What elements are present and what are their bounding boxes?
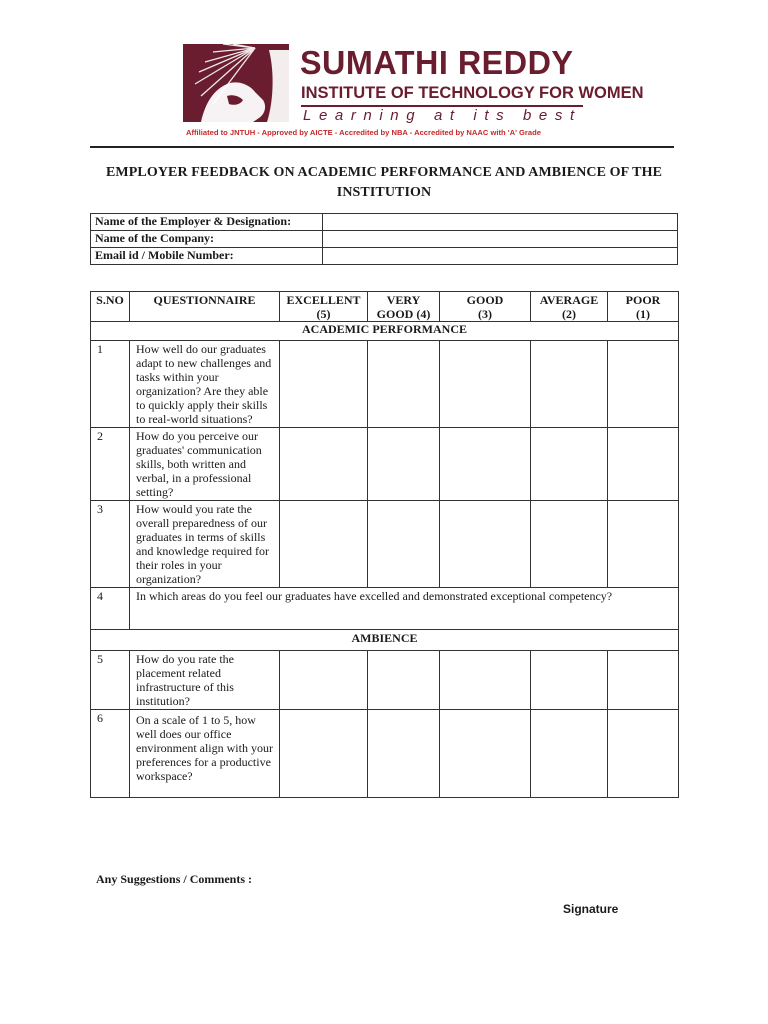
section-row-ambience <box>91 630 679 651</box>
header-poor <box>608 292 679 322</box>
header-good <box>440 292 531 322</box>
questionnaire-table <box>90 291 679 798</box>
rating-cell-average[interactable] <box>531 710 608 798</box>
header-very-good <box>368 292 440 322</box>
question-line: well does our office <box>136 727 232 741</box>
header-line: (1) <box>636 307 650 321</box>
question-text <box>130 501 280 588</box>
info-row-company <box>91 231 678 248</box>
question-line: to real-world situations? <box>136 412 253 426</box>
question-line: institution? <box>136 694 190 708</box>
question-text <box>130 428 280 501</box>
table-row <box>91 428 679 501</box>
rating-cell-very-good[interactable] <box>368 341 440 428</box>
question-line: adapt to new challenges and <box>136 356 272 370</box>
signature-label: Signature <box>563 902 619 916</box>
header-line: GOOD <box>466 293 504 307</box>
rating-cell-excellent[interactable] <box>280 341 368 428</box>
header-line: (5) <box>316 307 331 321</box>
question-line: graduates in terms of skills <box>136 530 266 544</box>
question-line: workspace? <box>136 769 193 783</box>
affiliation-line: Affiliated to JNTUH - Approved by AICTE - Accredited by NBA - Accredited by NAAC with 'A' Grade <box>186 128 541 137</box>
question-line: In which areas do you feel our graduates have excelled and demonstrated exceptional competency? <box>136 589 613 603</box>
question-line: preferences for a productive <box>136 755 271 769</box>
question-number: 2 <box>91 428 130 501</box>
question-line: organization? <box>136 572 202 586</box>
question-number: 6 <box>91 710 130 798</box>
question-text <box>130 710 280 798</box>
header-average <box>531 292 608 322</box>
rating-cell-poor[interactable] <box>608 651 679 710</box>
document-title <box>90 163 678 203</box>
rating-cell-excellent[interactable] <box>280 501 368 588</box>
question-number: 3 <box>91 501 130 588</box>
question-line: environment align with your <box>136 741 273 755</box>
header-line: POOR <box>625 293 661 307</box>
section-title: ACADEMIC PERFORMANCE <box>91 322 679 341</box>
header-line: GOOD (4) <box>376 307 431 321</box>
header-divider <box>90 146 674 148</box>
section-row-academic <box>91 322 679 341</box>
info-label: Email id / Mobile Number: <box>91 248 323 265</box>
question-line: skills, both written and <box>136 457 246 471</box>
question-line: How do you rate the <box>136 652 234 666</box>
title-line-2: INSTITUTION <box>336 185 432 200</box>
rating-cell-average[interactable] <box>531 651 608 710</box>
rating-cell-poor[interactable] <box>608 501 679 588</box>
table-row <box>91 341 679 428</box>
header-line: AVERAGE <box>539 293 599 307</box>
header-line: EXCELLENT <box>286 293 361 307</box>
question-line: How well do our graduates <box>136 342 266 356</box>
question-line: verbal, in a professional <box>136 471 252 485</box>
rating-cell-good[interactable] <box>440 428 531 501</box>
company-name-field[interactable] <box>322 231 677 248</box>
rating-cell-poor[interactable] <box>608 341 679 428</box>
question-line: How do you perceive our <box>136 429 258 443</box>
rating-cell-good[interactable] <box>440 710 531 798</box>
rating-cell-very-good[interactable] <box>368 428 440 501</box>
rating-cell-good[interactable] <box>440 651 531 710</box>
rating-cell-good[interactable] <box>440 341 531 428</box>
question-line: tasks within your <box>136 370 219 384</box>
header-sno: S.NO <box>91 292 130 322</box>
question-text <box>130 341 280 428</box>
table-header-row <box>91 292 679 322</box>
rating-cell-average[interactable] <box>531 341 608 428</box>
header-excellent <box>280 292 368 322</box>
question-line: and knowledge required for <box>136 544 269 558</box>
header-line: VERY <box>386 293 421 307</box>
question-line: overall preparedness of our <box>136 516 267 530</box>
employer-info-table <box>90 213 678 265</box>
rating-cell-very-good[interactable] <box>368 501 440 588</box>
info-label: Name of the Employer & Designation: <box>91 214 323 231</box>
question-line: setting? <box>136 485 174 499</box>
info-label: Name of the Company: <box>91 231 323 248</box>
question-line: organization? Are they able <box>136 384 269 398</box>
suggestions-label: Any Suggestions / Comments : <box>96 872 253 886</box>
rating-cell-poor[interactable] <box>608 428 679 501</box>
rating-cell-excellent[interactable] <box>280 428 368 501</box>
info-row-employer <box>91 214 678 231</box>
table-row <box>91 588 679 630</box>
question-line: How would you rate the <box>136 502 252 516</box>
employer-name-field[interactable] <box>322 214 677 231</box>
title-line-1: EMPLOYER FEEDBACK ON ACADEMIC PERFORMANCE AND AMBIENCE OF THE <box>105 165 663 180</box>
question-line: graduates' communication <box>136 443 262 457</box>
question-text[interactable] <box>130 588 679 630</box>
institution-logo <box>183 44 644 140</box>
question-number: 1 <box>91 341 130 428</box>
rating-cell-excellent[interactable] <box>280 651 368 710</box>
section-title: AMBIENCE <box>91 630 679 651</box>
rating-cell-very-good[interactable] <box>368 710 440 798</box>
rating-cell-poor[interactable] <box>608 710 679 798</box>
header-questionnaire: QUESTIONNAIRE <box>130 292 280 322</box>
table-row <box>91 710 679 798</box>
header-line: (3) <box>478 307 492 321</box>
question-line: their roles in your <box>136 558 222 572</box>
question-text <box>130 651 280 710</box>
question-line: placement related <box>136 666 221 680</box>
rating-cell-average[interactable] <box>531 501 608 588</box>
rating-cell-average[interactable] <box>531 428 608 501</box>
question-line: to quickly apply their skills <box>136 398 268 412</box>
question-number: 4 <box>91 588 130 630</box>
rating-cell-very-good[interactable] <box>368 651 440 710</box>
table-row <box>91 651 679 710</box>
brand-tagline: Learning at its best <box>303 107 582 124</box>
rating-cell-excellent[interactable] <box>280 710 368 798</box>
header-line: (2) <box>562 307 576 321</box>
brand-subtitle: INSTITUTE OF TECHNOLOGY FOR WOMEN <box>301 84 644 102</box>
contact-field[interactable] <box>322 248 677 265</box>
logo-emblem-icon <box>183 44 289 122</box>
question-line: On a scale of 1 to 5, how <box>136 713 256 727</box>
info-row-contact <box>91 248 678 265</box>
rating-cell-good[interactable] <box>440 501 531 588</box>
question-line: infrastructure of this <box>136 680 234 694</box>
brand-name: SUMATHI REDDY <box>300 44 574 81</box>
table-row <box>91 501 679 588</box>
question-number: 5 <box>91 651 130 710</box>
